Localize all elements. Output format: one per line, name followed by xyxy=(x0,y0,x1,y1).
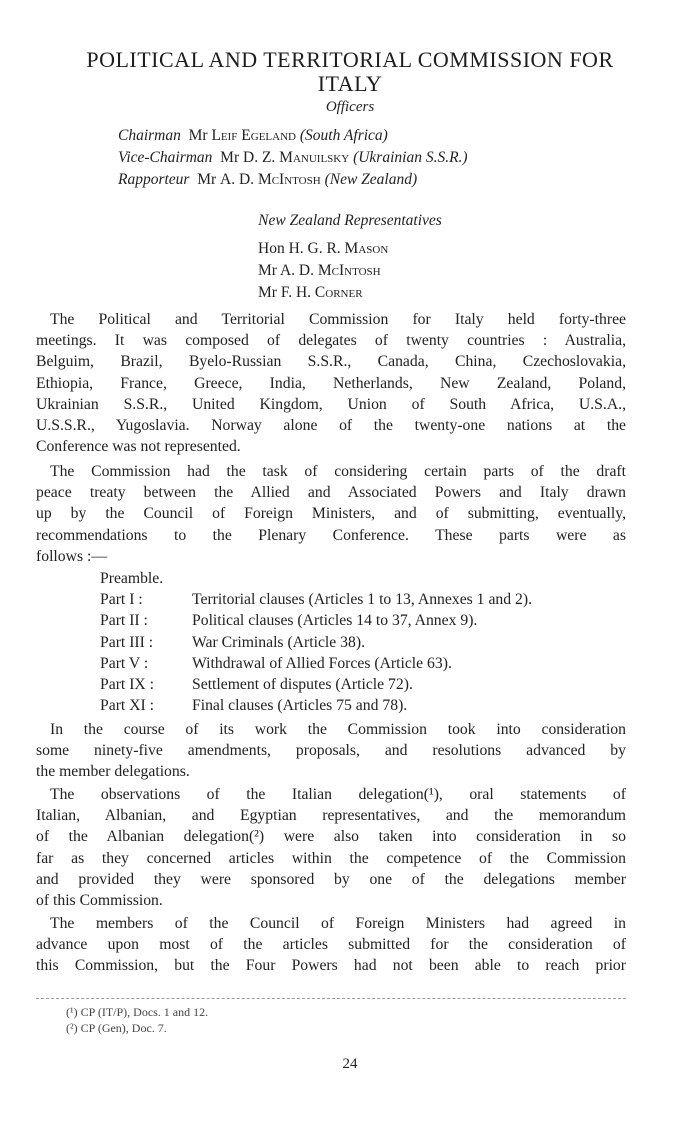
officer-title: Mr xyxy=(197,171,217,188)
representatives-heading: New Zealand Representatives xyxy=(258,212,442,229)
representative xyxy=(258,262,381,280)
text-line: recommendations to the Plenary Conference. These parts were as xyxy=(36,526,626,544)
part-label: Part V : xyxy=(100,654,149,672)
part-text: Territorial clauses (Articles 1 to 13, Annexes 1 and 2). xyxy=(192,591,533,609)
officer-name-last: Manuilsky xyxy=(279,149,350,166)
text-line: some ninety-five amendments, proposals, and resolutions advanced by xyxy=(36,742,626,760)
officer-title: Mr xyxy=(188,127,208,144)
officers-heading: Officers xyxy=(325,99,375,115)
officer-chairman xyxy=(118,127,388,145)
text-line: up by the Council of Foreign Ministers, and of submitting, eventually, xyxy=(36,505,626,523)
officer-country: (New Zealand) xyxy=(324,171,418,188)
officer-role: Rapporteur xyxy=(118,171,190,188)
text-line: advance upon most of the articles submitted for the consideration of xyxy=(36,936,626,954)
officer-name-first: A. D. xyxy=(220,171,255,188)
rep-prefix: Mr A. D. xyxy=(258,262,314,279)
text-line: the member delegations. xyxy=(36,763,190,781)
text-line: Italian, Albanian, and Egyptian representatives, and the memorandum xyxy=(36,807,626,825)
part-label: Part II : xyxy=(100,612,148,630)
treaty-parts-list xyxy=(100,568,532,716)
representative xyxy=(258,284,363,302)
officer-country: (Ukrainian S.S.R.) xyxy=(353,149,468,166)
officer-role: Chairman xyxy=(118,127,181,144)
text-line: follows :— xyxy=(36,547,108,565)
officer-rapporteur xyxy=(118,171,417,189)
officer-role: Vice-Chairman xyxy=(118,149,213,166)
part-label: Part IX : xyxy=(100,675,155,693)
text-line: meetings. It was composed of delegates of twenty countries : Australia, xyxy=(36,332,626,350)
text-line: Belguim, Brazil, Byelo-Russian S.S.R., Canada, China, Czechoslovakia, xyxy=(36,353,626,371)
title-line-1: POLITICAL AND TERRITORIAL COMMISSION FOR xyxy=(86,47,614,72)
text-line: and provided they were sponsored by one of the delegations member xyxy=(36,870,626,888)
officer-name-first: D. Z. xyxy=(243,149,276,166)
officer-name-last: Egeland xyxy=(241,127,296,144)
list-item xyxy=(100,653,532,674)
paragraph-3 xyxy=(36,719,626,783)
footnote-2: (²) CP (Gen), Doc. 7. xyxy=(66,1021,167,1035)
list-item xyxy=(100,589,532,610)
officer-title: Mr xyxy=(220,149,240,166)
part-text: Settlement of disputes (Article 72). xyxy=(192,675,413,693)
paragraph-5 xyxy=(36,913,626,977)
list-item xyxy=(100,674,532,695)
text-line: of the Albanian delegation(²) were also taken into consideration in so xyxy=(36,828,626,846)
title-line-2: ITALY xyxy=(317,71,383,96)
text-line: In the course of its work the Commission took into consideration xyxy=(50,721,626,738)
list-item xyxy=(100,610,532,631)
officer-vice-chairman xyxy=(118,149,468,167)
rep-surname: McIntosh xyxy=(317,262,381,279)
text-line: far as they concerned articles within the competence of the Commission xyxy=(36,849,626,867)
text-line: The Political and Territorial Commission for Italy held forty-three xyxy=(50,311,626,328)
part-label: Part XI : xyxy=(100,697,155,715)
list-item xyxy=(100,695,532,716)
footnote-1: (¹) CP (IT/P), Docs. 1 and 12. xyxy=(66,1005,209,1019)
text-line: The members of the Council of Foreign Ministers had agreed in xyxy=(50,915,626,932)
part-label: Part I : xyxy=(100,591,143,609)
officer-name-last: McIntosh xyxy=(257,171,321,188)
page-title xyxy=(50,48,650,96)
text-line: U.S.S.R., Yugoslavia. Norway alone of the twenty-one nations at the xyxy=(36,417,626,435)
text-line: this Commission, but the Four Powers had not been able to reach prior xyxy=(36,957,626,975)
page-number: 24 xyxy=(342,1056,358,1072)
list-item-preamble: Preamble. xyxy=(100,570,164,587)
text-line: of this Commission. xyxy=(36,892,163,910)
officer-country: (South Africa) xyxy=(299,127,388,144)
list-item xyxy=(100,632,532,653)
part-text: Final clauses (Articles 75 and 78). xyxy=(192,697,408,715)
part-text: War Criminals (Article 38). xyxy=(192,633,365,651)
part-text: Political clauses (Articles 14 to 37, Annex 9). xyxy=(192,612,478,630)
officer-name-first: Leif xyxy=(211,127,238,144)
footnote-divider xyxy=(36,998,626,999)
paragraph-1 xyxy=(36,309,626,457)
text-line: peace treaty between the Allied and Associated Powers and Italy drawn xyxy=(36,484,626,502)
rep-prefix: Mr F. H. xyxy=(258,284,312,301)
text-line: The observations of the Italian delegation(¹), oral statements of xyxy=(50,786,626,803)
paragraph-2 xyxy=(36,461,626,567)
rep-surname: Mason xyxy=(344,240,389,257)
part-text: Withdrawal of Allied Forces (Article 63). xyxy=(192,654,452,672)
paragraph-4 xyxy=(36,784,626,911)
rep-prefix: Hon H. G. R. xyxy=(258,240,341,257)
part-label: Part III : xyxy=(100,633,154,651)
representative xyxy=(258,240,388,258)
text-line: Conference was not represented. xyxy=(36,438,241,456)
rep-surname: Corner xyxy=(314,284,363,301)
text-line: Ukrainian S.S.R., United Kingdom, Union of South Africa, U.S.A., xyxy=(36,395,626,413)
text-line: The Commission had the task of considering certain parts of the draft xyxy=(50,463,626,480)
text-line: Ethiopia, France, Greece, India, Netherlands, New Zealand, Poland, xyxy=(36,374,626,392)
